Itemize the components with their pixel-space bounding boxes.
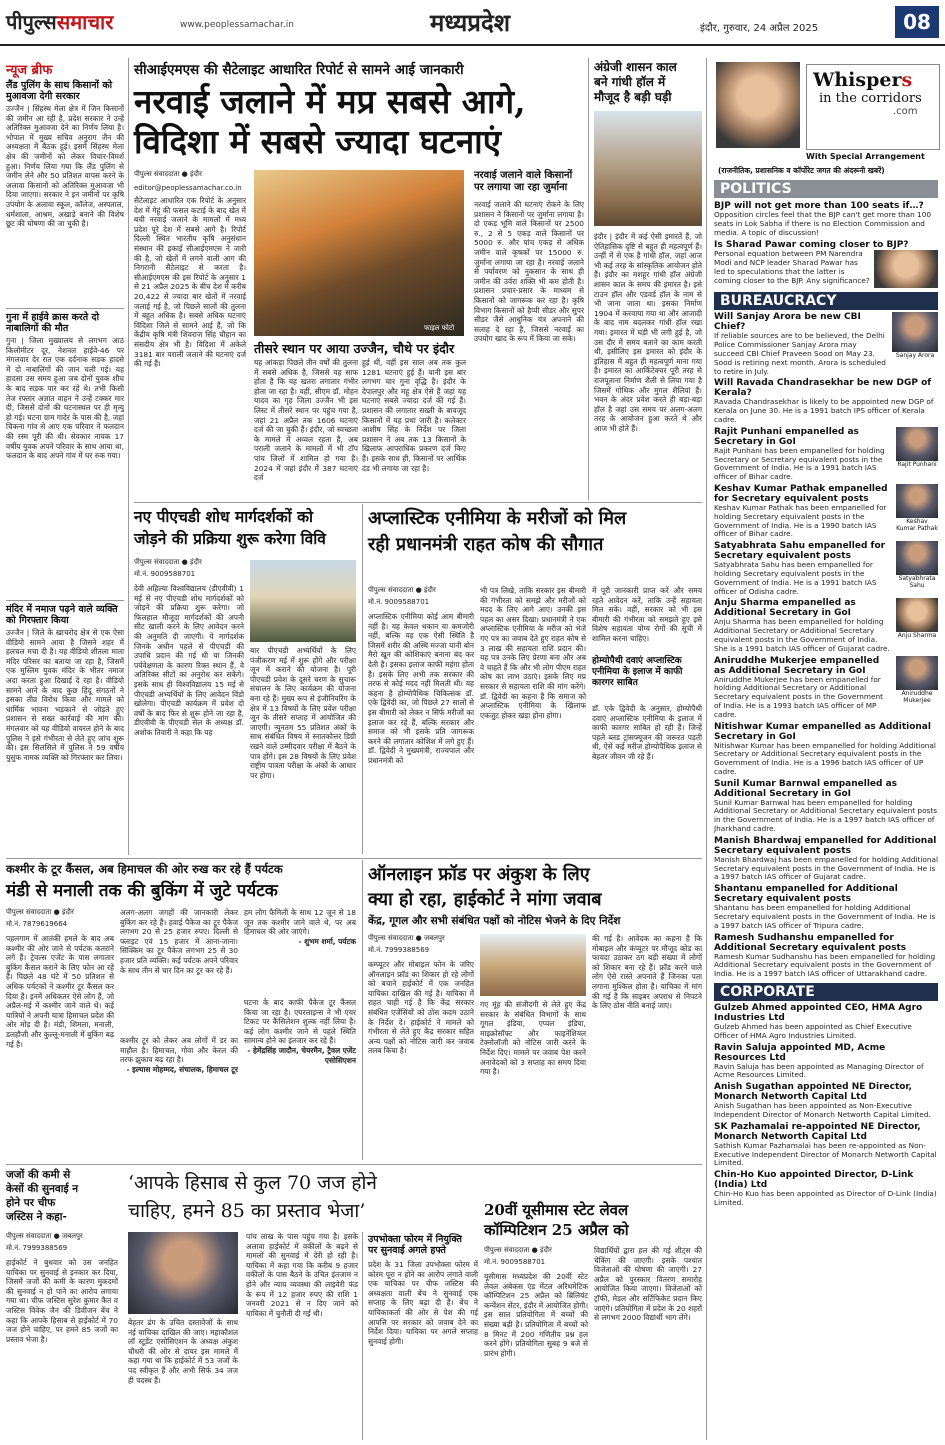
ucmas-body-b: विद्यार्थियों द्वारा हल की गई शीट्स की चेकिंग की जाएगी। इसके पश्चात विजेताओं की घोषणा की जाएगी। 27 अप्रैल को पुरस्कार वितरण समारोह आयोजित किया जाएगा। विजेताओं को ट्रॉफी, मेडल और सर्टिफिकेट प्रदान किए जाएंगे। प्रतियोगिता में प्रदेश के 20 शहरों से लगभग 2000 विद्यार्थी भाग लेंगे। [594,1246,702,1323]
bureau-7-body: Aniruddhe Mukerjee has been empanelled for holding Additional Secretary or Additional Secretary equivalent posts in the Government of India. He is a 1993 batch IAS officer of MP cadre. [714,674,883,719]
bureau-6-head: Anju Sharma empanelled as Additional Secretary in GoI [714,598,856,619]
section-title: मध्यप्रदेश [430,8,511,37]
bureau-10-head: Manish Bhardwaj empanelled for Additional Secretary equivalent posts [714,835,937,856]
fraud-headline-1: ऑनलाइन फ्रॉड पर अंकुश के लिए [368,864,590,885]
stubble-fire-photo [254,170,464,336]
corp-1-head: Gulzeb Ahmed appointed CEO, HMA Agro Industries Ltd [714,1003,923,1024]
corporate-band: CORPORATE [714,983,938,1001]
bureau-5-body: Satyabhrata Sahu has been empanelled for holding Secretary equivalent posts in the Government of India. He is a 1991 batch IAS officer of Odisha cadre. [714,560,877,596]
consumer-headline-1: उपभोक्ता फोरम में नियुक्ति [368,1234,462,1245]
judges-body-c: पांच लाख के पास पहुंच गया है। इसके अलावा हाईकोर्ट में वकीलों के बढ़ने से मामलों की सुनवाई में देरी हो रही है। याचिका में कहा गया कि करीब 9 हजार वकीलों के पास बैठने के उचित इंतजाम न होने और न्याय व्यवस्था की लाइवेरी फंड के रूप में 12 हजार रुपए की राशि 1 जनवरी 2021 से न दिए जाने को याचिका में चुनौती दी गई थी। [246,1232,358,1318]
bureau-5-head: Satyabhrata Sahu empanelled for Secretary equivalent posts [714,541,886,562]
lead-byline: पीपुल्स संवाददाता ● इंदौर [134,170,202,178]
sanjay-arora-photo [892,312,938,352]
brief-1-body: उज्जैन | सिंहस्थ मेला क्षेत्र में जिन किसानों की जमीन आ रही है, प्रदेश सरकार ने उन्हें अतिरिक्त मुआवजा देने का निर्णय लिया है। भोपाल में मुख्य सचिव अनुराग जैन की अध्यक्षता में बैठक हुई। इसमें सिंहस्थ मेला क्षेत्र की जमीनों को लेकर विचार-विमर्श हुआ। निर्णय लिया गया कि लैंड पुलिंग से जमीन लेने और 50 प्रतिशत वापस करने के अलावा किसानों को अतिरिक्त मुआवजा भी दिया जाएगा। सरकार ने इन जमीनों पर कृषि उपयोग के अलावा स्कूल, कॉलेज, अस्पताल, धर्मशाला, आश्रम, अखाड़े बनाने की विशेष छूट की घोषणा की जा चुकी है। [6,104,124,229]
phd-headline-1: नए पीएचडी शोध मार्गदर्शकों को [134,507,314,526]
politics-photo [874,250,938,288]
bureau-12-head: Ramesh Sudhanshu empanelled for Additional Secretary equivalent posts [714,932,907,953]
lead-email: editor@peoplessamachar.co.in [134,184,242,192]
phd-mobile: मो.नं. 9009588701 [134,570,196,578]
anemia-headline-1: अप्लास्टिक एनीमिया के मरीजों को मिल [368,508,627,529]
politics-2-head: Is Sharad Pawar coming closer to BJP? [714,240,909,251]
anju-sharma-photo [896,598,938,632]
bureau-10-body: Manish Bhardwaj has been empanelled for holding Additional Secretary equivalent posts in the Government of India. He is a 1997 batch IAS officer of Gujarat cadre. [714,854,938,882]
bureau-8-body: Nitishwar Kumar has been empanelled for holding Additional Secretary or Additional Secretary equivalent posts in the Government of India. He is a 1996 batch IAS officer of UP cadre. [714,740,936,776]
corp-1-body: Gulzeb Ahmed has been appointed as Chief Executive Officer of HMA Agro Industries Limited. [714,1022,912,1040]
whispers-title-a: Whisper [813,69,902,91]
keshav-pathak-caption: Keshav Kumar Pathak [896,517,938,532]
tourism-quote-2 [244,998,356,1156]
judges-mobile: मो.नं. 7999388569 [6,1244,68,1252]
gandhi-hall-story [594,60,702,500]
judges-kicker-3: होने पर चीफ [6,1197,56,1209]
consumer-forum-story [368,1234,478,1440]
bureau-4-head: Keshav Kumar Pathak empanelled for Secretary equivalent posts [714,483,888,504]
lead-col-2: यह आंकड़ा पिछले तीन वर्षों की तुलना में सबसे अधिक है, जिससे यह साफ होता है कि यह खतरा लगातार गंभीर होता जा रहा है। वहीं, सीएम डॉ. मोहन यादव का गृह जिला उज्जैन भी इस लिस्ट में तीसरे स्थान पर पहुंच गया है, जहां 21 अप्रैल तक 1606 घटनाएं दर्ज की जा चुकी हैं। इंदौर, जो स्वच्छता के मामले में अव्वल रहता है, अब पराली जलाने के मामलों में भी टॉप पांच जिलों में शामिल हो गया है। 2024 में जहां इंदौर में 387 घटनाएं दर्ज [254,358,358,483]
fraud-deck: केंद्र, गूगल और सभी संबंधित पक्षों को नोटिस भेजने के दिए निर्देश [368,915,621,927]
judges-body-b: बेहतर ढंग के उचित दस्तावेजों के साथ नई याचिका दाखिल की जाए। महाकौशल लॉ स्टूडेंट एसोसिएशन के अध्यक्ष अंकुश चौधरी की ओर से दायर इस मामले में कहा गया था कि हाईकोर्ट में 53 जजों के पद स्वीकृत हैं और अभी सिर्फ 34 जज ही पदस्थ हैं। [128,1318,238,1385]
phd-headline-2: जोड़ने की प्रक्रिया शुरू करेगा विवि [134,529,326,548]
newspaper-logo: पीपुल्ससमाचार [6,10,114,34]
politics-band: POLITICS [714,180,938,198]
satyabhrata-sahu-caption: Satyabhrata Sahu [898,575,936,590]
keshav-pathak-photo [896,484,938,518]
corp-4-head: SK Pazhamalai re-appointed NE Director, Monarch Networth Capital Ltd [714,1121,921,1142]
fine-body: नरवाई जलाने की घटनाएं रोकने के लिए प्रशासन ने किसानों पर जुर्माना लगाया है। दो एकड़ भूमि वाले किसानों पर 2500 रु., 2 से 5 एकड़ वाले किसानों पर 5000 रु. और पांच एकड़ से अधिक जमीन वाले कृषकों पर 15000 रु. जुर्माना लगाया जा रहा है। नरवाई जलाने से पर्यावरण को नुकसान के साथ ही जमीन की उर्वरा शक्ति भी कम होती है। प्रशासन प्रचार-प्रसार के माध्यम से किसानों को जागरूक कर रहा है। कृषि विभाग किसानों को हैप्पी सीडर और सुपर सीडर जैसे आधुनिक यंत्र अपनाने की सलाह दे रहा है, जिससे नरवाई का उपयोग खाद के रूप में किया जा सके। [474,200,584,344]
bureaucracy-band: BUREAUCRACY [714,292,938,310]
bureau-6-body: Anju Sharma has been empanelled for holding Additional Secretary or Additional Secretary equivalent posts in the Government of India. She is a 1991 batch IAS officer of Gujarat cadre. [714,617,890,653]
whispers-title [806,64,940,150]
judges-kicker-4: जस्टिस ने कहा- [6,1211,67,1223]
tourism-body-b: अलग-अलग जगहों की जानकारी लेकर बुकिंग कर रहे हैं। हवाई पैकेज का टूर पैकेज लगभग 20 से 25 हजार रुपए। दिल्ली से फ्लाइट एवं 15 हजार में आना-जाना। सिक्किम का टूर पैकेज लगभग 25 से 30 हजार प्रति व्यक्ति। कई पर्यटक अपने परिवार के साथ तीन से चार दिन का टूर कर रहे हैं। [120,908,238,975]
lead-col-1: सैटेलाइट आधारित एक रिपोर्ट के अनुसार देश में गेहूं की फसल कटाई के बाद खेत में बची नरवाई जलाने के मामलों में मध्य प्रदेश पूरे देश में सबसे आगे है। रिपोर्ट दिल्ली स्थित भारतीय कृषि अनुसंधान संस्थान की इकाई सीआईएमएस ने जारी की है, जो खेतों में लगने वाली आग की निगरानी सैटेलाइट से करता है। सीआईएमएस की इस रिपोर्ट के अनुसार 1 से 21 अप्रैल 2025 के बीच देश में करीब 20,422 से ज्यादा बार खेतों में नरवाई जलाई गई है, जो पिछले सालों की तुलना में बहुत अधिक है। सबसे अधिक घटनाएं विदिशा जिले से सामने आई हैं, जो कि केंद्रीय कृषि मंत्री शिवराज सिंह चौहान का संसदीय क्षेत्र भी है। विदिशा में अकेले 3181 बार पराली जलाने की घटनाएं दर्ज की गई हैं। [134,196,246,369]
anemia-story [368,506,702,851]
brief-3-body: उज्जैन | जिले के खाचरोद क्षेत्र से एक ऐसा वीडियो सामने आया है जिसने शहर में हलचल मचा दी है। यह वीडियो शीतला माता मंदिर परिसर का बताया जा रहा है, जिसमें एक मुस्लिम युवक मंदिर के भीतर नमाज अदा करता हुआ दिखाई दे रहा है। वीडियो सामने आने के बाद कुछ हिंदू संगठनों ने इसका तीव्र विरोध किया और मामले को धार्मिक भावना भड़काने से जोड़ते हुए प्रशासन से सख्त कार्रवाई की मांग की। मंगलवार को यह वीडियो वायरल होने के बाद पुलिस ने इसे गंभीरता से लेते हुए जांच शुरू की। इस सिलसिले में पुलिस ने 59 वर्षीय युसुफ नामक व्यक्ति को गिरफ्तार कर लिया। [6,628,124,762]
aniruddhe-mukerjee-caption: Aniruddhe Mukerjee [901,689,933,704]
brief-tag: न्यूज ब्रीफ [6,63,53,78]
brief-3-headline: मंदिर में नमाज पढ़ने वाले व्यक्ति को गिरफ्तार किया [6,604,118,626]
quote-3-name: - इल्यास मोहम्मद, संचालक, हिमाचल टूर [126,1064,238,1074]
brief-1-headline: लैंड पुलिंग के साथ किसानों को मुआवजा देगी सरकार [6,80,113,102]
news-brief-column [6,60,124,855]
tourism-quote-3 [120,1036,238,1156]
whispers-column [712,58,940,1440]
politics-1-head: BJP will not get more than 100 seats if…? [714,201,924,211]
lead-headline-2: विदिशा में सबसे ज्यादा घटनाएं [134,122,501,161]
whispers-title-b: s [901,69,913,91]
brief-2-body: गुना | जिला मुख्यालय से लगभग आठ किलोमीटर दूर, नेशनल हाईवे-46 पर मंगलवार देर रात एक दर्दनाक सड़क हादसे में दो नाबालिगों की जान चली गई। यह हादसा उस समय हुआ जब दोनों युवक शौच के बाद सड़क पार कर रहे थे। तभी किसी तेज रफ्तार अज्ञात वाहन ने उन्हें टक्कर मार दी, जिससे दोनों की घटनास्थल पर ही मृत्यु हो गई। घटना ग्राम गादेर के पास की है, जहां चिकना गांव से आए एक परिवार ने फलदान की रस्म पूरी की थी। सेवकार नायक 17 वर्षीय युवक अपने परिवार के साथ आया था, फलदान के बाद अपने गांव में घर रुक गया। [6,336,124,461]
special-arrangement: With Special Arrangement [806,152,925,161]
bureau-9-body: Sunil Kumar Barnwal has been empanelled for holding Additional Secretary or Additional Secretary equivalent posts in the Government of India. He is a 1997 batch IAS officer of Jharkhand cadre. [714,797,937,834]
bureau-8-head: Nitishwar Kumar empanelled as Additional Secretary in GoI [714,721,931,742]
fraud-mobile: मो.नं. 7999388569 [368,946,430,954]
tourism-quote-1 [244,908,356,992]
bureau-11-body: Shantanu has been empanelled for holding Additional Secretary equivalent posts in the Government of India. He is a 1997 batch IAS officer of Tripura cadre. [714,903,936,930]
rajit-punhani-photo [896,427,938,461]
tourism-story [6,862,356,1162]
anemia-body-a: अप्लास्टिक एनीमिया कोई आम बीमारी नहीं है। यह केवल थकान या कमजोरी नहीं, बल्कि यह एक ऐसी स्थिति है जिसमें शरीर की अस्थि मज्जा यानी बोन मैरो खून की कोशिकाएं बनाना बंद कर देती है। इसका इलाज काफी महंगा होता है। इसके लिए अभी तक सरकार की तरफ से कोई मदद नहीं मिलती थी। यह कहना है होम्योपैथिक चिकित्सक डॉ. एके द्विवेदी का, जो पिछले 27 सालों से इस बीमारी को लेकर न सिर्फ मरीजों का इलाज कर रहे हैं, बल्कि सरकार और समाज को भी इसके प्रति जागरूक करने की लगातार कोशिश में लगे हुए हैं। डॉ. द्विवेदी ने मुख्यमंत्री, राज्यपाल और प्रधानमंत्री को [368,612,474,765]
fraud-body-c: की गई है। आवेदक का कहना है कि मोबाइल और कंप्यूटर पर मौजूद कोड का फायदा उठाकर ठग बड़ी संख्या में लोगों को शिकार बना रहे हैं। फ्रॉड करने वाले लोग ऐसे रास्ते अपनाते हैं जिनका पता लगाना मुश्किल होता है। याचिका में मांग की गई है कि साइबर अपराध से निपटने के लिए ठोस नीति बनाई जाए। [592,934,702,1011]
high-court-photo [480,934,586,996]
lead-headline-1: नरवाई जलाने में मप्र सबसे आगे, [134,82,526,121]
quote-2-name: - हेमेंद्रसिंह जादौन, चेयरमैन, ट्रैवल एजेंट एसोसिएशन [247,1045,356,1065]
gandhi-hall-photo [594,111,702,226]
tourism-body-a: पहलगाम में आतंकी हमले के बाद अब कश्मीर की ओर जाने से पर्यटक कतराने लगे हैं। ट्रेवल्स एजेंट के पास लगातार बुकिंग कैंसल कराने के लिए फोन आ रहे हैं। पिछले 48 घंटे में 50 प्रतिशत से अधिक पर्यटकों ने कश्मीर टूर कैंसल कर दिया है। इनमें अधिकतर ऐसे लोग हैं, जो अप्रैल-मई में कश्मीर जाने वाले थे। कई यात्रियों ने अपनी यात्रा हिमाचल प्रदेश की ओर मोड़ दी है। मंडी, शिमला, मनाली, डलहौजी और कुल्लू-मनाली में बुकिंग बढ़ गई है। [6,934,114,1049]
bureau-11-head: Shantanu empanelled for Additional Secretary equivalent posts [714,884,898,905]
lead-col-3: हुई थीं, वहीं इस साल अब तक कुल 1281 घटनाएं हुई हैं। यानी इस बार लगभग चार गुना वृद्धि है। इंदौर के देपालपुर और महू क्षेत्र ऐसे हैं जहां यह घटनाएं सबसे ज्यादा दर्ज की गई हैं। प्रशासन की लगातार सख्ती के बावजूद किसानों में यह प्रथा जारी है। कलेक्टर आशीष सिंह के निर्देश पर जिला प्रशासन ने अब तक 13 किसानों के खिलाफ आपराधिक प्रकरण दर्ज किए हैं। इसके साथ ही, किसानों पर आर्थिक दंड भी लगाया जा रहा है। [362,358,466,473]
bureau-3-body: Rajit Punhani has been empanelled for holding Secretary or Secretary equivalent posts in the Government of India. He is a 1991 batch IAS officer of Bihar cadre. [714,445,885,482]
bureau-4-body: Keshav Kumar Pathak has been empanelled for holding Secretary equivalent posts in the Government of India. He is a 1990 batch IAS officer of Bihar cadre. [714,502,887,539]
phd-body-a: देवी अहिल्या विश्वविद्यालय (डीएवीवी) 1 मई से नए पीएचडी शोध मार्गदर्शकों को जोड़ने की प्रक्रिया शुरू करेगा। जो फिलहाल मौजूदा मार्गदर्शकों की अपनी सीट खाली करने के लिए आवेदन करने की अनुमति दी जाएगी। ये मार्गदर्शक जिनके अधीन पहले से पीएचडी की उपाधि प्रदान की गई थी या जिनकी पर्यवेक्षणता के कारण रिक्त स्थान हैं, वे अतिरिक्त सीटों का अनुरोध कर सकेंगे। इसके साथ ही विश्वविद्यालय 15 मई से पीएचडी अभ्यर्थियों के लिए आवेदन विंडो खोलेगा। पीएचडी कार्यक्रम में प्रवेश दो वर्षों के बाद फिर से शुरू होने जा रहा है, डीएवीवी के पीएचडी सेल के अध्यक्ष डॉ. अशोक तिवारी ने कहा कि यह [134,584,244,737]
bureau-7-head: Aniruddhe Mukerjee empanelled as Additional Secretary in GoI [714,655,880,676]
corp-5-head: Chin-Ho Kuo appointed Director, D-Link (India) Ltd [714,1170,914,1191]
quote-2-text: घटना के बाद काफी पैकेज टूर कैंसल किया जा रहा है। एयरलाइन्स ने भी एयर टिकट पर कैंसिलेशन शुल्क नहीं लिया है। कई लोग कश्मीर जाने से पहले स्थिति सामान्य होने का इंतजार कर रहे हैं। [244,998,356,1046]
website-url: www.peoplessamachar.in [180,20,294,30]
clock-headline-3: मौजूद है बड़ी घड़ी [594,90,672,104]
phd-story [134,506,356,851]
columnist-photo [716,62,800,148]
clock-headline-1: अंग्रेजी शासन काल [594,60,677,74]
whispers-title-d: .com [893,106,918,117]
fine-headline: नरवाई जलाने वाले किसानों पर लगाया जा रहा जुर्माना [474,170,573,193]
bureau-12-body: Ramesh Kumar Sudhanshu has been empanelled for holding Additional Secretary equivalent posts in the Government of India. He is a 1997 batch IAS officer of Uttarakhand cadre. [714,951,936,979]
phd-body-b: बार पीएचडी अभ्यर्थियों के लिए पंजीकरण मई में शुरू होंगे और परीक्षा जून में कराने की योजना है। पूरी पीएचडी प्रवेश के दूसरे चरण के सुचारू संचालन के लिए कार्यक्रम की योजना बना रहे हैं। मुख्य रूप से इंजीनियरिंग के क्षेत्र में 13 विषयों के लिए प्रवेश परीक्षा जून के तीसरे सप्ताह में आयोजित की जाएगी। न्यूनतम 55 प्रतिशत अंकों के साथ संबंधित विषय में स्नातकोत्तर डिग्री रखने वाले उम्मीदवार परीक्षा में बैठने के पात्र होंगे। इस 28 विषयों के लिए प्रवेश राष्ट्रीय पात्रता परीक्षा के अंकों के आधार पर होगा। [250,646,356,780]
bureau-2-body: Ravada Chandrasekhar is likely to be appointed new DGP of Kerala on June 30. He is a 1991 batch IPS officer of Kerala cadre. [714,397,934,424]
clock-body: इंदौर | इंदौर में कई ऐसी इमारतें हैं, जो ऐतिहासिक दृष्टि से बहुत ही महत्वपूर्ण हैं। उन्हीं में से एक है गांधी हॉल, जहां आज भी कई तरह के सांस्कृतिक आयोजन होते हैं। इंदौर का मशहूर गांधी हॉल अंग्रेजी शासन काल के समय की इमारत है। इसे टाउन हॉल और एडवर्ड हॉल के नाम से भी जाना जाता था। इसका निर्माण 1904 में करवाया गया था और आजादी के बाद नाम बदलकर गांधी हॉल रखा गया। इमारत में घड़ी भी लगी हुई है, जो उस दौर में समय बताने का काम करती थी, इसीलिए इस इमारत को इंदौर के इतिहास में बहुत ही महत्वपूर्ण माना गया है। इमारत का आर्किटेक्चर पूरी तरह से राजपूताना निर्माण शैली से लिया गया है जिसमें गोथिक और मुगल शैलियां हैं। भवन के अंदर प्रवेश करते ही बड़ा-बड़ा हॉल है जहां उस समय पर अलग-अलग तरह के आयोजन हुआ करते थे और आज भी होते हैं। [594,232,702,433]
lead-kicker: सीआईएमएस की सैटेलाइट आधारित रिपोर्ट से सामने आई जानकारी [134,62,464,78]
anemia-body-b: भी पत्र लिखे, ताकि सरकार इस बीमारी की गंभीरता को समझे और मरीजों को मदद के लिए आगे आए। उनकी इस पहल का असर दिखा। प्रधानमंत्री ने एक अप्लास्टिक एनीमिया के मरीज को भेजे गए पत्र का जवाब देते हुए राहत कोष से 3 लाख की सहायता राशि प्रदान की। यह पत्र उनके लिए प्रेरणा बना और अब वे चाहते हैं कि और भी लोग पीएम राहत कोष का लाभ उठाएं। इसके लिए मप्र सरकार से सहायता राशि की मांग करेंगे। डॉ. द्विवेदी का कहना है कि समाज को अप्लास्टिक एनीमिया के खिलाफ एकजुट होकर खड़ा होना होगा। [480,586,586,720]
corp-3-body: Anish Sugathan has been appointed as Non-Executive Independent Director of Monarch Networth Capital Limited. [714,1101,931,1120]
ucmas-story [484,1200,702,1440]
anemia-byline: पीपुल्स संवाददाता ● इंदौर [368,586,436,594]
ucmas-headline-2: कॉम्पिटिशन 25 अप्रैल को [484,1221,629,1239]
corp-4-body: Sathish Kumar Pazhamalai has been re-appointed as Non-Executive Independent Director of Monarch Networth Capital Limited. [714,1140,937,1168]
ucmas-body-a: यूसीमास मध्यप्रदेश की 20वीं स्टेट लेवल अबेकस एंड मेंटल अरिथमेटिक कॉम्पिटिशन 25 अप्रैल को ब्रिलियंट कन्वेंशन सेंटर, इंदौर में आयोजित होगी। इस साल प्रतियोगिता में बच्चों की संख्या बढ़ी है। प्रतियोगिता में बच्चों को 8 मिनट में 200 गणितीय प्रश्न हल करने होंगे। प्रतियोगिता सुबह 9 बजे से प्रारंभ होगी। [484,1272,588,1358]
anemia-headline-2: रही प्रधानमंत्री राहत कोष की सौगात [368,534,604,555]
fraud-story [368,862,702,1162]
corp-5-body: Chin-Ho Kuo has been appointed as Director of D-Link (India) Limited. [714,1189,937,1208]
bureau-1-head: Will Sanjay Arora be new CBI Chief? [714,312,861,333]
quote-1-name: - शुभम शर्मा, पर्यटक [298,936,356,946]
fraud-body-b: गए मूंह की संजीदगी से लेते हुए केंद्र सरकार के संबंधित विभागों के साथ गूगल इंडिया, एप्पल इंडिया, माइक्रोसॉफ्ट और फाइनेंशियल टेक्नोलॉजी को नोटिस जारी करने के निर्देश दिए। मामले पर जवाब पेश करने अनावेदकों को 3 सप्ताह का समय दिया गया है। [480,1000,586,1077]
bureau-2-head: Will Ravada Chandrasekhar be new DGP of Kerala? [714,378,932,399]
bureau-9-head: Sunil Kumar Barnwal empanelled as Additional Secretary in GoI [714,778,898,799]
sanjay-arora-caption: Sanjay Arora [895,352,935,360]
masthead [0,0,945,46]
aniruddhe-mukerjee-photo [896,656,938,690]
corp-2-body: Ravin Saluja has been appointed as Managing Director of Acme Resources Limited. [714,1061,924,1080]
judges-headline-1: ‘आपके हिसाब से कुल 70 जज होने [128,1172,377,1194]
homeopathy-headline: होम्योपैथी दवाएं अप्लास्टिक एनीमिया के इलाज में काफी कारगर साबित [592,656,683,688]
judges-headline-2: चाहिए, हमने 85 का प्रस्ताव भेजा’ [128,1200,366,1222]
tourism-kicker: कश्मीर के टूर कैंसल, अब हिमाचल की ओर रुख कर रहे हैं पर्यटक [6,862,283,876]
dateline: इंदौर, गुरुवार, 24 अप्रैल 2025 [700,23,819,34]
bureau-3-head: Rajit Punhani empanelled as Secretary in GoI [714,426,859,447]
whispers-title-c: in the corridors [819,91,922,106]
judges-byline: पीपुल्स संवाददाता ● जबलपुर [6,1232,83,1240]
bureau-1-body: If reliable sources are to be believed, the Delhi Police Commissioner Sanjay Arora may succeed CBI Chief Praveen Sood on May 23. Sood is retiring next month. Arora is scheduled to retire in July. [714,331,886,376]
anju-sharma-caption: Anju Sharma [897,632,937,640]
tourism-mobile: मो.नं. 7879619664 [6,920,68,928]
quote-3-text: कश्मीर टूर को लेकर अब लोगों में डर का माहौल है। हिमाचल, गोवा और केरल की तरफ झुकाव बढ़ रहा है। [120,1036,238,1065]
ucmas-headline-1: 20वीं यूसीमास स्टेट लेवल [484,1201,629,1219]
chief-justice-photo [128,1232,238,1314]
consumer-headline-2: पर सुनवाई अगले हफ्ते [368,1245,446,1256]
politics-1-body: Opposition circles feel that the BJP can't get more than 100 seats in Lok Sabha if there is no Election Commission and media. A topic of discussion! [714,210,931,237]
lead-subhead: तीसरे स्थान पर आया उज्जैन, चौथे पर इंदौर [254,341,455,356]
politics-2-body: Personal equation between PM Narendra Modi and NCP leader Sharad Pawar has led to speculations that the latter is coming closer to the BJP. Any significance? [714,249,870,285]
judges-kicker-1: जजों की कमी से [6,1169,71,1181]
ucmas-byline: पीपुल्स संवाददाता ● इंदौर [484,1246,552,1254]
rajit-punhani-caption: Rajit Punhani [897,460,937,468]
photo-credit: फाइल फोटो [424,324,455,332]
homeopathy-body: डॉ. एके द्विवेदी के अनुसार, होम्योपैथी दवाएं अप्लास्टिक एनीमिया के इलाज में काफी कारगर साबित हो रही हैं। जिन्हें पहले ब्लड ट्रांसफ्यूजन की जरूरत पड़ती थी, ऐसे कई मरीज होम्योपैथिक इलाज से बेहतर जीवन जी रहे हैं। [592,704,702,761]
satyabhrata-sahu-photo [896,541,938,575]
ucmas-mobile: मो.नं. 9009588701 [484,1258,546,1266]
fraud-byline: पीपुल्स संवाददाता ● जबलपुर [368,934,445,942]
judges-body-a: हाईकोर्ट ने बुधवार को उस जनहित याचिका पर सुनवाई से इनकार कर दिया, जिसमें जजों की कमी के कारण मुकदमों की सुनवाई न हो पाने का आरोप लगाया गया था। चीफ जस्टिस सुरेश कुमार कैत व जस्टिस विवेक जैन की डिवीजन बेंच ने कहा कि आपके हिसाब से हाईकोर्ट में 70 जज होने चाहिए, पर हमने 85 जजों का प्रस्ताव भेजा है। [6,1258,118,1344]
brief-2-headline: गुना में हाईवे क्रास करते दो नाबालिगों की मौत [6,312,100,334]
phd-byline: पीपुल्स संवाददाता ● इंदौर [134,558,202,566]
whispers-subtitle: (राजनीतिक, प्रशासनिक व कॉर्पोरेट जगत की अंदरूनी खबरें) [718,166,885,175]
corp-3-head: Anish Sugathan appointed NE Director, Monarch Networth Capital Ltd [714,1082,912,1103]
judges-kicker-2: केसों की सुनवाई न [6,1183,79,1195]
university-photo [250,560,356,642]
anemia-body-c: में पूरी जानकारी प्राप्त करें और समय रहते आवेदन करें, ताकि उन्हें सहायता मिल सके। वहीं, सरकार को भी इस बीमारी की गंभीरता को समझते हुए इसे विशेष सहायता योग्य रोगों की सूची में शामिल करना चाहिए। [592,586,702,643]
clock-headline-2: बने गांधी हॉल में [594,75,666,89]
page-number: 08 [895,6,939,38]
fraud-body-a: कम्प्यूटर और मोबाइल फोन के जरिए ऑनलाइन फ्रॉड का शिकार हो रहे लोगों को बचाने हाईकोर्ट में एक जनहित याचिका दाखिल की गई है। याचिका में राहत चाही गई है कि केंद्र सरकार संबंधित एजेंसियों को ठोस कदम उठाने के निर्देश दे। हाईकोर्ट ने मामले को गंभीरता से लेते हुए केंद्र सरकार सहित अन्य पक्षों को नोटिस जारी कर जवाब तलब किया है। [368,960,474,1056]
fraud-headline-2: क्या हो रहा, हाईकोर्ट ने मांगा जवाब [368,889,602,910]
lead-story [134,60,584,500]
tourism-byline: पीपुल्स संवाददाता ● इंदौर [6,908,74,916]
quote-1-text: हम लोग फैमिली के साथ 12 जून से 18 जून तक कश्मीर जाने वाले थे, पर अब हिमाचल की ओर जाएंगे। [244,908,356,937]
corp-2-head: Ravin Saluja appointed MD, Acme Resources Ltd [714,1042,886,1063]
consumer-body: प्रदेश के 31 जिला उपभोक्ता फोरम में कोरम पूरा न होने का आरोप लगाते वाली एक याचिका पर चीफ जस्टिस की अध्यक्षता वाली बेंच ने सुनवाई एक सप्ताह के लिए बढ़ा दी है। बेंच ने याचिकाकर्ता की ओर से पेश की गई आपत्ति पर सरकार को जवाब देने का निर्देश दिया। याचिका पर अगले सप्ताह सुनवाई होगी। [368,1260,478,1346]
anemia-mobile: मो.नं. 9009588701 [368,598,430,606]
tourism-headline: मंडी से मनाली तक की बुकिंग में जुटे पर्यटक [6,881,278,901]
